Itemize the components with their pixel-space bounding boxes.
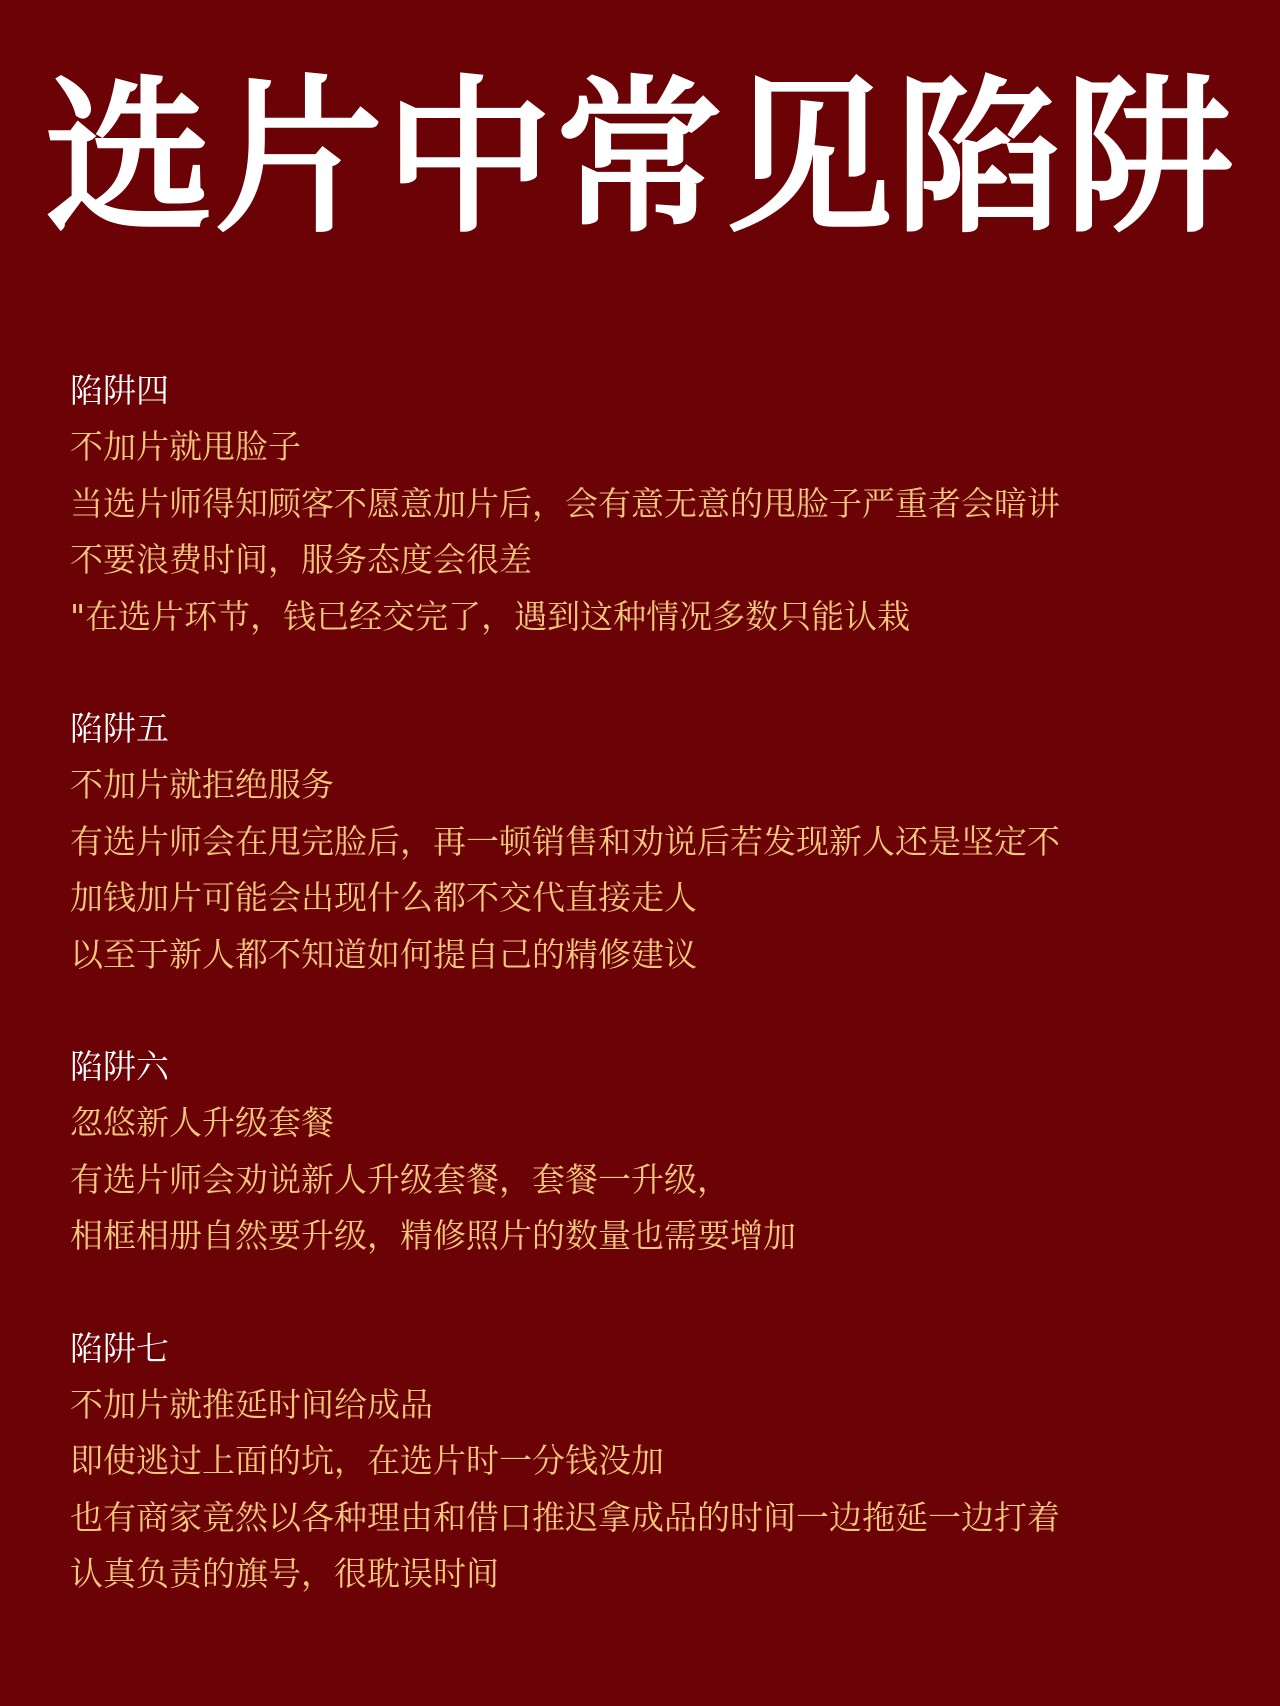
section-subtitle: 忽悠新人升级套餐 — [70, 1103, 334, 1142]
section-trap-5 — [70, 701, 1230, 983]
section-label: 陷阱七 — [70, 1328, 169, 1368]
section-text-line: 相框相册自然要升级，精修照片的数量也需要增加 — [70, 1216, 796, 1255]
section-trap-7 — [70, 1321, 1230, 1603]
section-text-line: 认真负责的旗号，很耽误时间 — [70, 1554, 499, 1593]
section-trap-6 — [70, 1039, 1230, 1265]
section-text-line: 即使逃过上面的坑，在选片时一分钱没加 — [70, 1441, 664, 1480]
content-area — [70, 363, 1230, 1659]
section-text-line: 有选片师会劝说新人升级套餐，套餐一升级， — [70, 1159, 730, 1199]
section-text-line: 也有商家竟然以各种理由和借口推迟拿成品的时间一边拖延一边打着 — [70, 1497, 1060, 1537]
section-text-line: 加钱加片可能会出现什么都不交代直接走人 — [70, 878, 697, 917]
section-subtitle: 不加片就推延时间给成品 — [70, 1384, 433, 1424]
section-label: 陷阱六 — [70, 1047, 169, 1086]
section-subtitle: 不加片就甩脸子 — [70, 427, 301, 466]
page-title: 选片中常见陷阱 — [45, 60, 1235, 256]
section-label: 陷阱五 — [70, 709, 169, 748]
section-text-line: 有选片师会在甩完脸后，再一顿销售和劝说后若发现新人还是坚定不 — [70, 821, 1060, 861]
section-text-line: "在选片环节，钱已经交完了，遇到这种情况多数只能认栽 — [70, 596, 911, 636]
section-text-line: 以至于新人都不知道如何提自己的精修建议 — [70, 934, 697, 974]
section-text-line: 不要浪费时间，服务态度会很差 — [70, 540, 532, 579]
section-trap-4 — [70, 363, 1230, 645]
section-text-line: 当选片师得知顾客不愿意加片后，会有意无意的甩脸子严重者会暗讲 — [70, 483, 1060, 523]
section-subtitle: 不加片就拒绝服务 — [70, 765, 334, 804]
section-label: 陷阱四 — [70, 371, 169, 410]
